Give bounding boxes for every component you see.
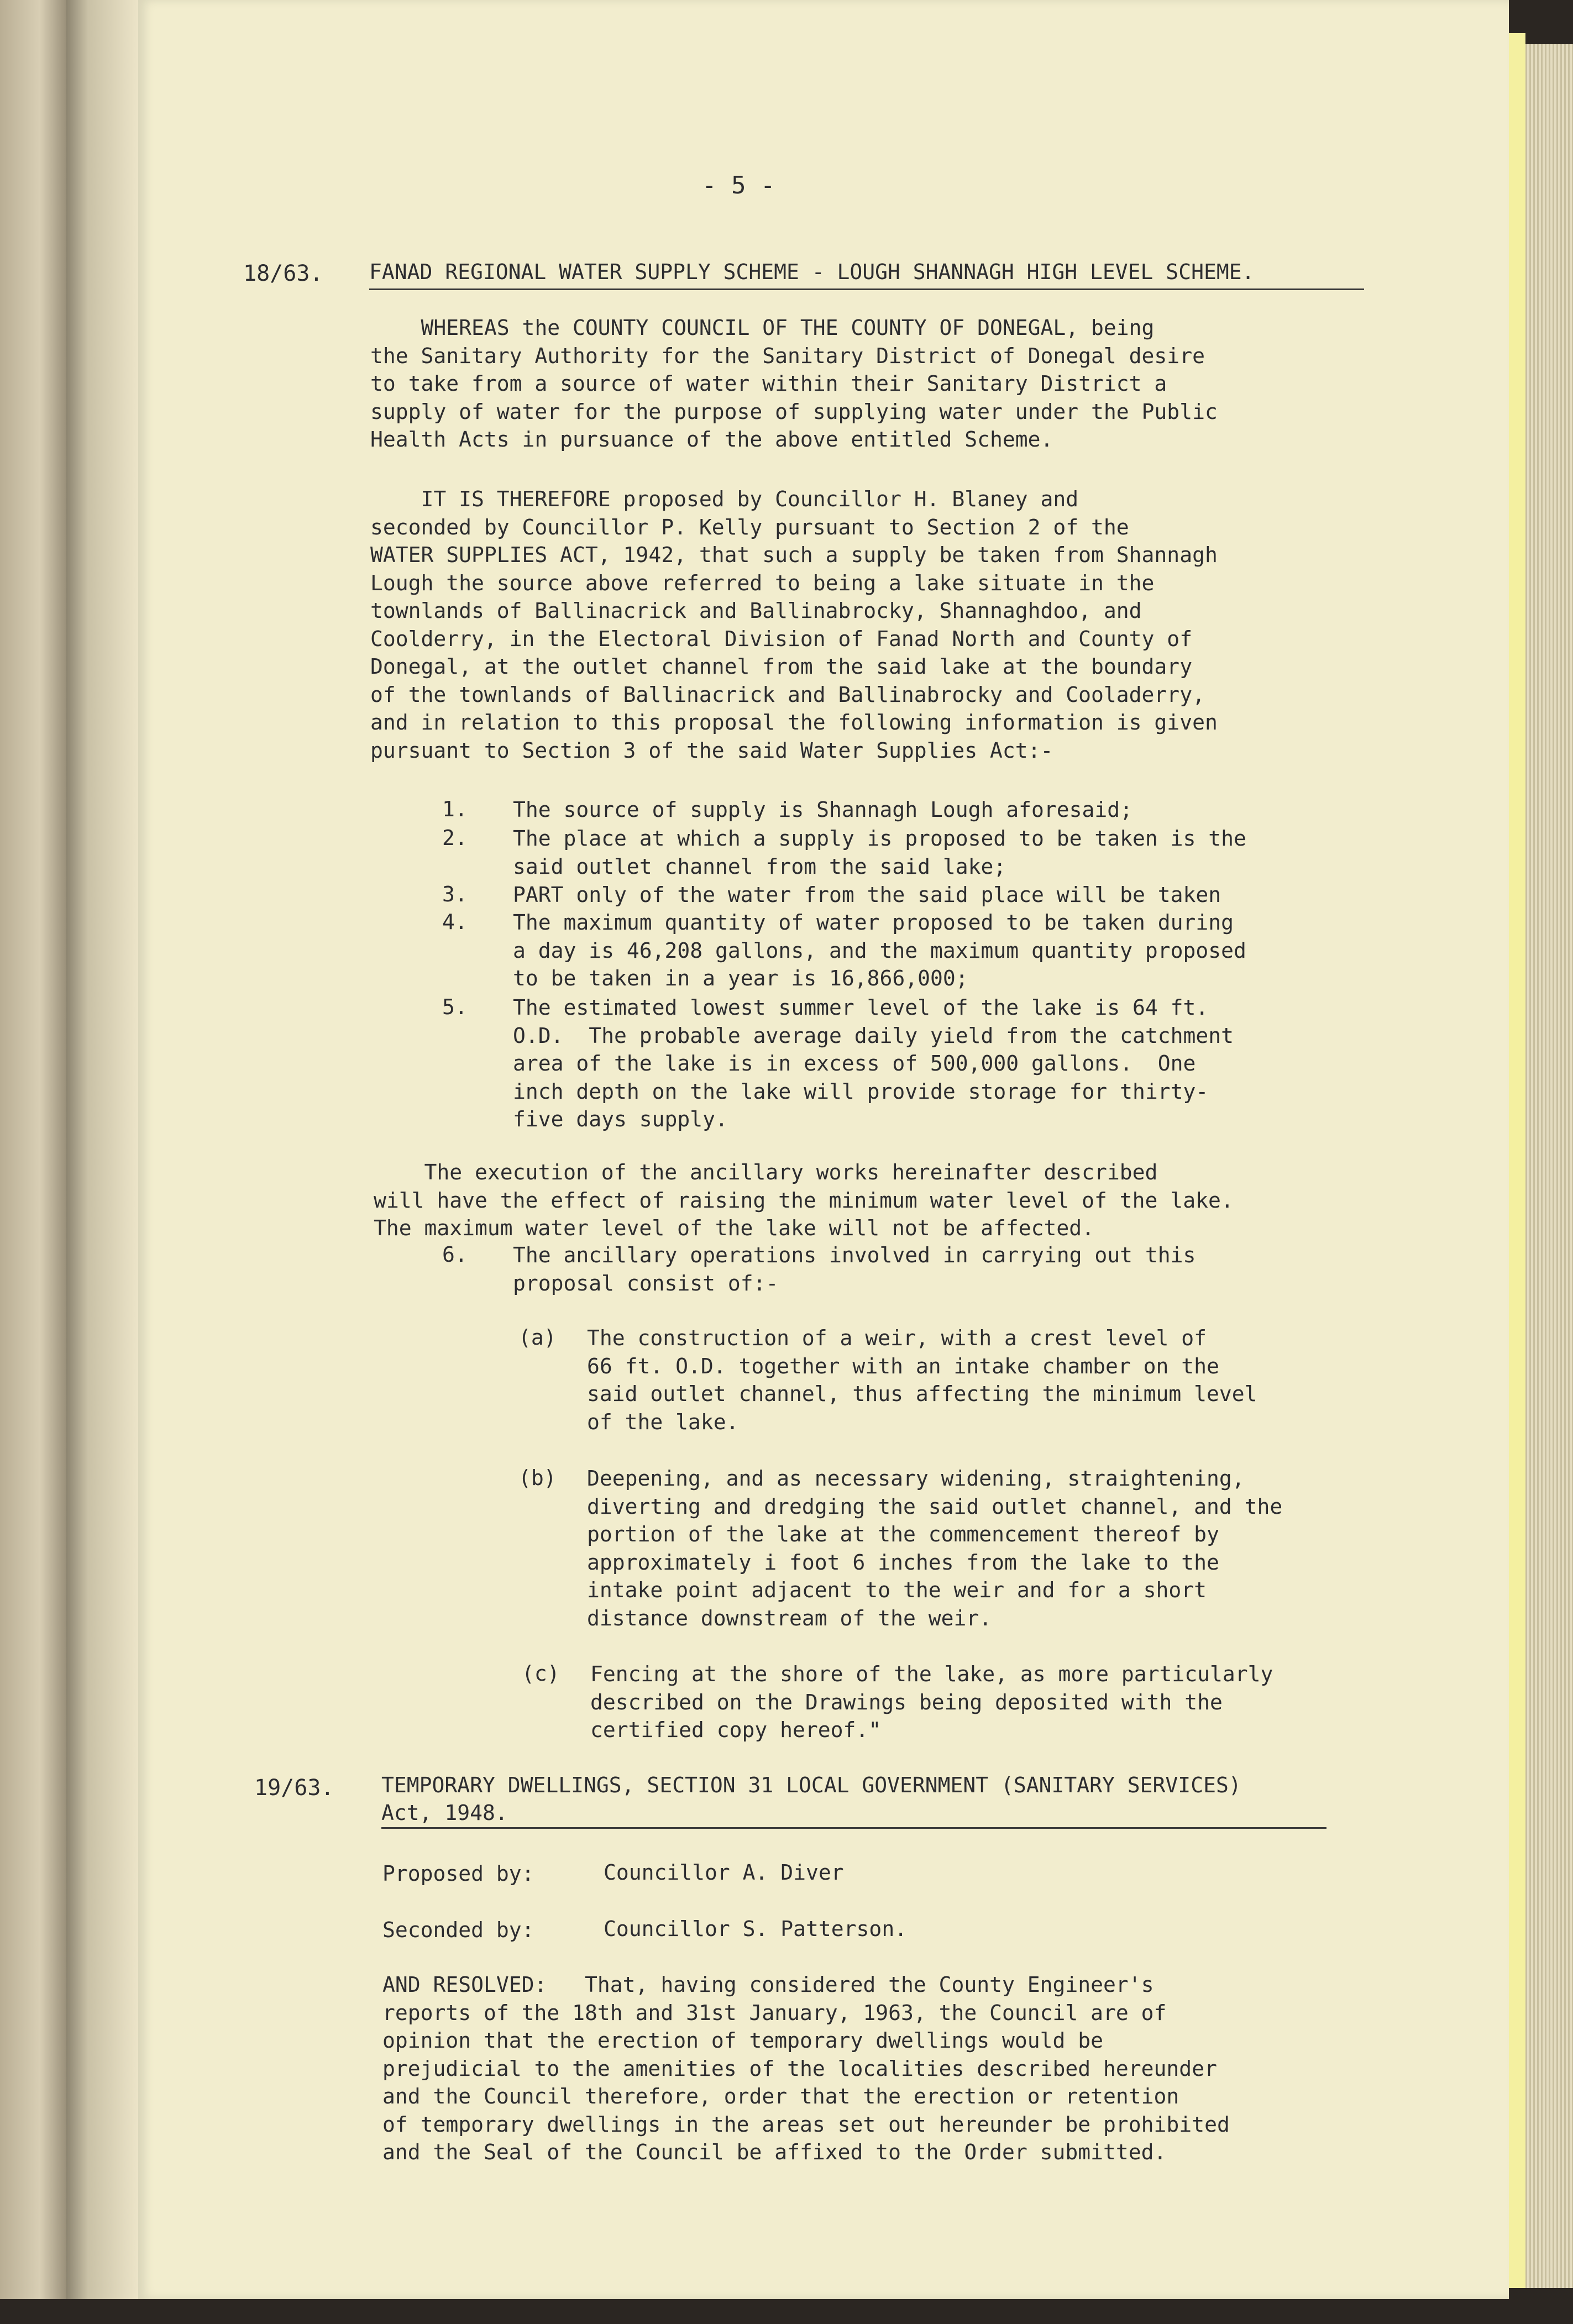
list-item-text: The ancillary operations involved in carrying out this proposal consist of:-	[513, 1243, 1196, 1295]
scanner-bed	[0, 0, 66, 2324]
book-gutter	[66, 0, 138, 2324]
subitem-label: (b)	[518, 1466, 557, 1490]
page-stack-edge	[1525, 44, 1573, 2288]
proposal-paragraph: IT IS THEREFORE proposed by Councillor H. Blaney and seconded by Councillor P. Kelly pursuant to Section 2 of the WATER SUPPLIES ACT, 1942, that such a supply be taken from Shannagh Lough the source above referred to being a lake situate in the townlands of Ballinacrick and Ballinabrocky, Shannaghdoo, and Coolderry, in the Electoral Division of Fanad North and County of Donegal, at the outlet channel from the said lake at the boundary of the townlands of Ballinacrick and Ballinabrocky and Cooladerry, and in relation to this proposal the following information is given pursuant to Section 3 of the said Water Supplies Act:-	[370, 487, 1218, 763]
heading-underline	[381, 1827, 1326, 1829]
section-heading: FANAD REGIONAL WATER SUPPLY SCHEME - LOUGH SHANNAGH HIGH LEVEL SCHEME.	[369, 260, 1255, 284]
seconded-by-label: Seconded by:	[382, 1918, 534, 1942]
list-number: 2.	[442, 826, 468, 850]
preamble-paragraph: WHEREAS the COUNTY COUNCIL OF THE COUNTY OF DONEGAL, being the Sanitary Authority for the Sanitary District of Donegal desire to take from a source of water within their Sanitary District a supply of water for the purpose of supplying water under the Public Health Acts in pursuance of the above entitled Scheme.	[370, 316, 1218, 452]
proposed-by-label: Proposed by:	[382, 1861, 534, 1886]
section-heading: TEMPORARY DWELLINGS, SECTION 31 LOCAL GOVERNMENT (SANITARY SERVICES)	[381, 1773, 1241, 1797]
page-number: - 5 -	[702, 171, 775, 200]
list-number: 3.	[442, 882, 468, 906]
list-item-text: The maximum quantity of water proposed to be taken during a day is 46,208 gallons, and the maximum quantity proposed to be taken in a year is 16,866,000;	[513, 910, 1246, 990]
list-number: 4.	[442, 910, 468, 934]
section-number: 19/63.	[254, 1775, 334, 1801]
list-number: 5.	[442, 995, 468, 1019]
list-item-text: The place at which a supply is proposed to be taken is the said outlet channel from the said lake;	[513, 826, 1246, 879]
resolution-paragraph: AND RESOLVED: That, having considered the County Engineer's reports of the 18th and 31st January, 1963, the Council are of opinion that the erection of temporary dwellings would be prejudicial to the amenities of the localities described hereunder and the Council therefore, order that the erection or retention of temporary dwellings in the areas set out hereunder be prohibited and the Seal of the Council be affixed to the Order submitted.	[382, 1972, 1230, 2164]
subitem-text: The construction of a weir, with a crest level of 66 ft. O.D. together with an intake chamber on the said outlet channel, thus affecting the minimum level of the lake.	[587, 1326, 1257, 1434]
list-number: 6.	[442, 1242, 468, 1267]
seconded-by-value: Councillor S. Patterson.	[604, 1917, 908, 1941]
page-edge	[1509, 33, 1525, 2288]
list-item-text: The source of supply is Shannagh Lough aforesaid;	[513, 798, 1133, 822]
scanner-bottom	[0, 2299, 1573, 2324]
section-number: 18/63.	[243, 261, 323, 286]
heading-underline	[369, 288, 1364, 290]
ancillary-paragraph: The execution of the ancillary works hereinafter described will have the effect of raising the minimum water level of the lake. The maximum water level of the lake will not be affected.	[374, 1160, 1234, 1240]
list-item-text: PART only of the water from the said place will be taken	[513, 883, 1221, 907]
subitem-text: Deepening, and as necessary widening, straightening, diverting and dredging the said outlet channel, and the portion of the lake at the commencement thereof by approximately i foot 6 inches from the lake to the intake point adjacent to the weir and for a short distance downstream of the weir.	[587, 1466, 1283, 1630]
subitem-label: (c)	[522, 1661, 560, 1686]
list-item-text: The estimated lowest summer level of the lake is 64 ft. O.D. The probable average daily yield from the catchment area of the lake is in excess of 500,000 gallons. One inch depth on the lake will provide storage for thirty- five days supply.	[513, 995, 1234, 1131]
subitem-text: Fencing at the shore of the lake, as more particularly described on the Drawings being deposited with the certified copy hereof."	[590, 1662, 1273, 1742]
proposed-by-value: Councillor A. Diver	[604, 1860, 844, 1885]
section-heading-cont: Act, 1948.	[381, 1801, 508, 1825]
subitem-label: (a)	[518, 1325, 557, 1350]
list-number: 1.	[442, 797, 468, 821]
